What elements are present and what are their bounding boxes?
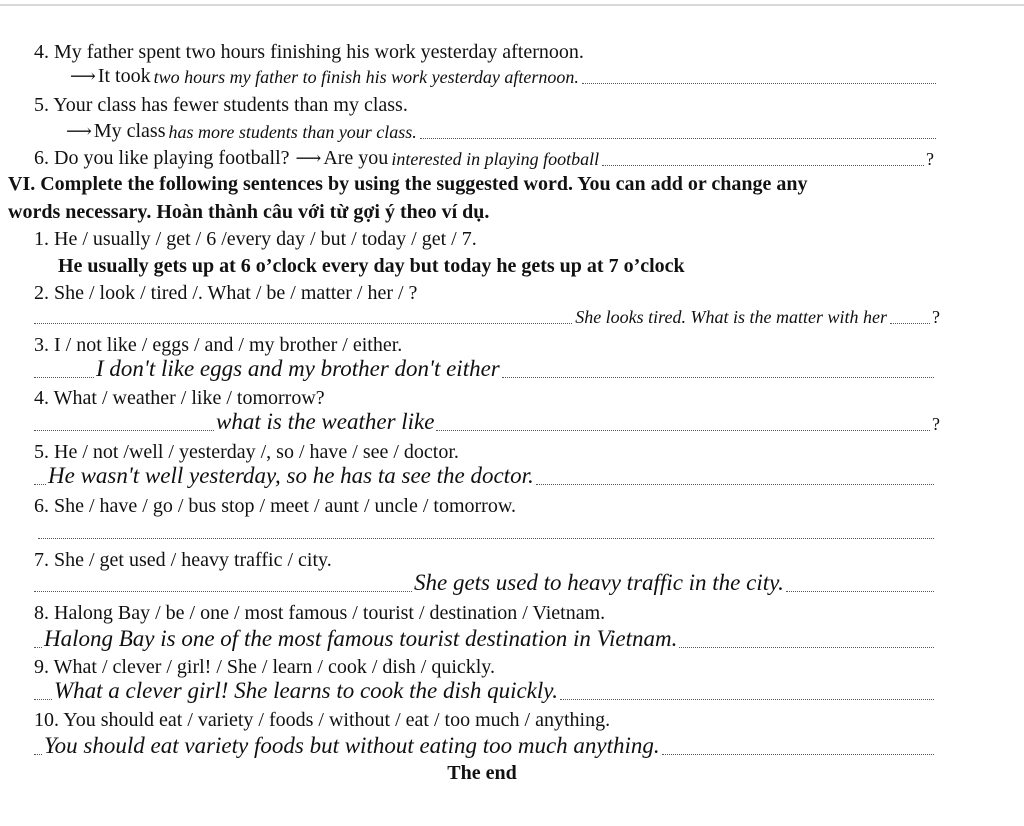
dotted-line (34, 320, 572, 324)
dotted-line (34, 751, 42, 755)
dotted-line (436, 427, 930, 431)
dotted-line (786, 588, 934, 592)
handwritten-answer: He wasn't well yesterday, so he has ta see the doctor. (48, 463, 534, 488)
item-2-answer-row (34, 302, 940, 328)
arrow-icon: ⟶ (70, 66, 96, 86)
top-rule (0, 4, 1024, 6)
the-end-footer: The end (447, 762, 517, 784)
handwritten-answer: interested in playing football (391, 149, 600, 169)
dotted-line (890, 320, 930, 324)
item-7-answer-row (34, 570, 934, 596)
handwritten-answer: You should eat variety foods but without eating too much anything. (44, 733, 660, 758)
dotted-line (34, 427, 214, 431)
item-5-prompt: 5. He / not /well / yesterday /, so / have / see / doctor. (34, 441, 459, 463)
answer-row-5-4 (70, 62, 936, 88)
handwritten-answer: what is the weather like (216, 409, 435, 434)
question-5-5: 5. Your class has fewer students than my class. (34, 94, 408, 116)
item-2-prompt: 2. She / look / tired /. What / be / matter / her / ? (34, 282, 418, 304)
dotted-line (582, 80, 936, 84)
item-3-prompt: 3. I / not like / eggs / and / my brother / either. (34, 334, 403, 356)
dotted-line (536, 481, 934, 485)
item-10-prompt: 10. You should eat / variety / foods / without / eat / too much / anything. (34, 709, 611, 731)
item-8-answer-row (34, 626, 934, 652)
handwritten-answer: I don't like eggs and my brother don't either (96, 356, 500, 381)
item-4-answer-row (34, 409, 940, 435)
arrow-icon: ⟶ (295, 148, 322, 168)
question-5-4: 4. My father spent two hours finishing his work yesterday afternoon. (34, 41, 584, 63)
handwritten-answer: She gets used to heavy traffic in the city. (414, 570, 784, 595)
handwritten-answer: What a clever girl! She learns to cook the dish quickly. (54, 678, 558, 703)
dotted-line (502, 374, 934, 378)
dotted-line (560, 696, 934, 700)
item-7-prompt: 7. She / get used / heavy traffic / city. (34, 549, 332, 571)
dotted-line (679, 644, 934, 648)
dotted-line (420, 135, 936, 139)
item-9-answer-row (34, 678, 934, 704)
dotted-line (34, 374, 94, 378)
answer-prefix: It took (97, 65, 151, 87)
answer-prefix: Are you (323, 147, 389, 169)
handwritten-answer: She looks tired. What is the matter with her (575, 307, 887, 327)
dotted-line (38, 535, 934, 539)
question-mark: ? (926, 149, 934, 169)
question-mark: ? (932, 414, 940, 434)
item-10-answer-row (34, 733, 934, 759)
answer-row-5-5 (66, 117, 936, 143)
section-heading-line-2: words necessary. Hoàn thành câu với từ gợi ý theo ví dụ. (8, 201, 490, 223)
dotted-line (602, 162, 924, 166)
item-3-answer-row (34, 356, 934, 382)
item-1-example: He usually gets up at 6 o’clock every day but today he gets up at 7 o’clock (58, 255, 685, 277)
handwritten-answer: two hours my father to finish his work yesterday afternoon. (153, 67, 579, 87)
arrow-icon: ⟶ (66, 121, 92, 141)
item-6-prompt: 6. She / have / go / bus stop / meet / aunt / uncle / tomorrow. (34, 495, 516, 517)
item-4-prompt: 4. What / weather / like / tomorrow? (34, 387, 325, 409)
dotted-line (34, 588, 412, 592)
handwritten-answer: has more students than your class. (168, 122, 417, 142)
dotted-line (34, 696, 52, 700)
dotted-line (662, 751, 934, 755)
section-heading-line-1: VI. Complete the following sentences by using the suggested word. You can add or change any (8, 173, 808, 195)
answer-prefix: My class (93, 120, 166, 142)
question-text: 6. Do you like playing football? (34, 147, 290, 169)
question-mark: ? (932, 307, 940, 327)
item-6-answer-row (34, 517, 934, 543)
item-8-prompt: 8. Halong Bay / be / one / most famous / tourist / destination / Vietnam. (34, 602, 606, 624)
handwritten-answer: Halong Bay is one of the most famous tourist destination in Vietnam. (44, 626, 678, 651)
item-9-prompt: 9. What / clever / girl! / She / learn / cook / dish / quickly. (34, 656, 496, 678)
item-1-prompt: 1. He / usually / get / 6 /every day / but / today / get / 7. (34, 228, 477, 250)
dotted-line (34, 481, 46, 485)
dotted-line (34, 644, 42, 648)
item-5-answer-row (34, 463, 934, 489)
question-5-6 (34, 144, 934, 170)
